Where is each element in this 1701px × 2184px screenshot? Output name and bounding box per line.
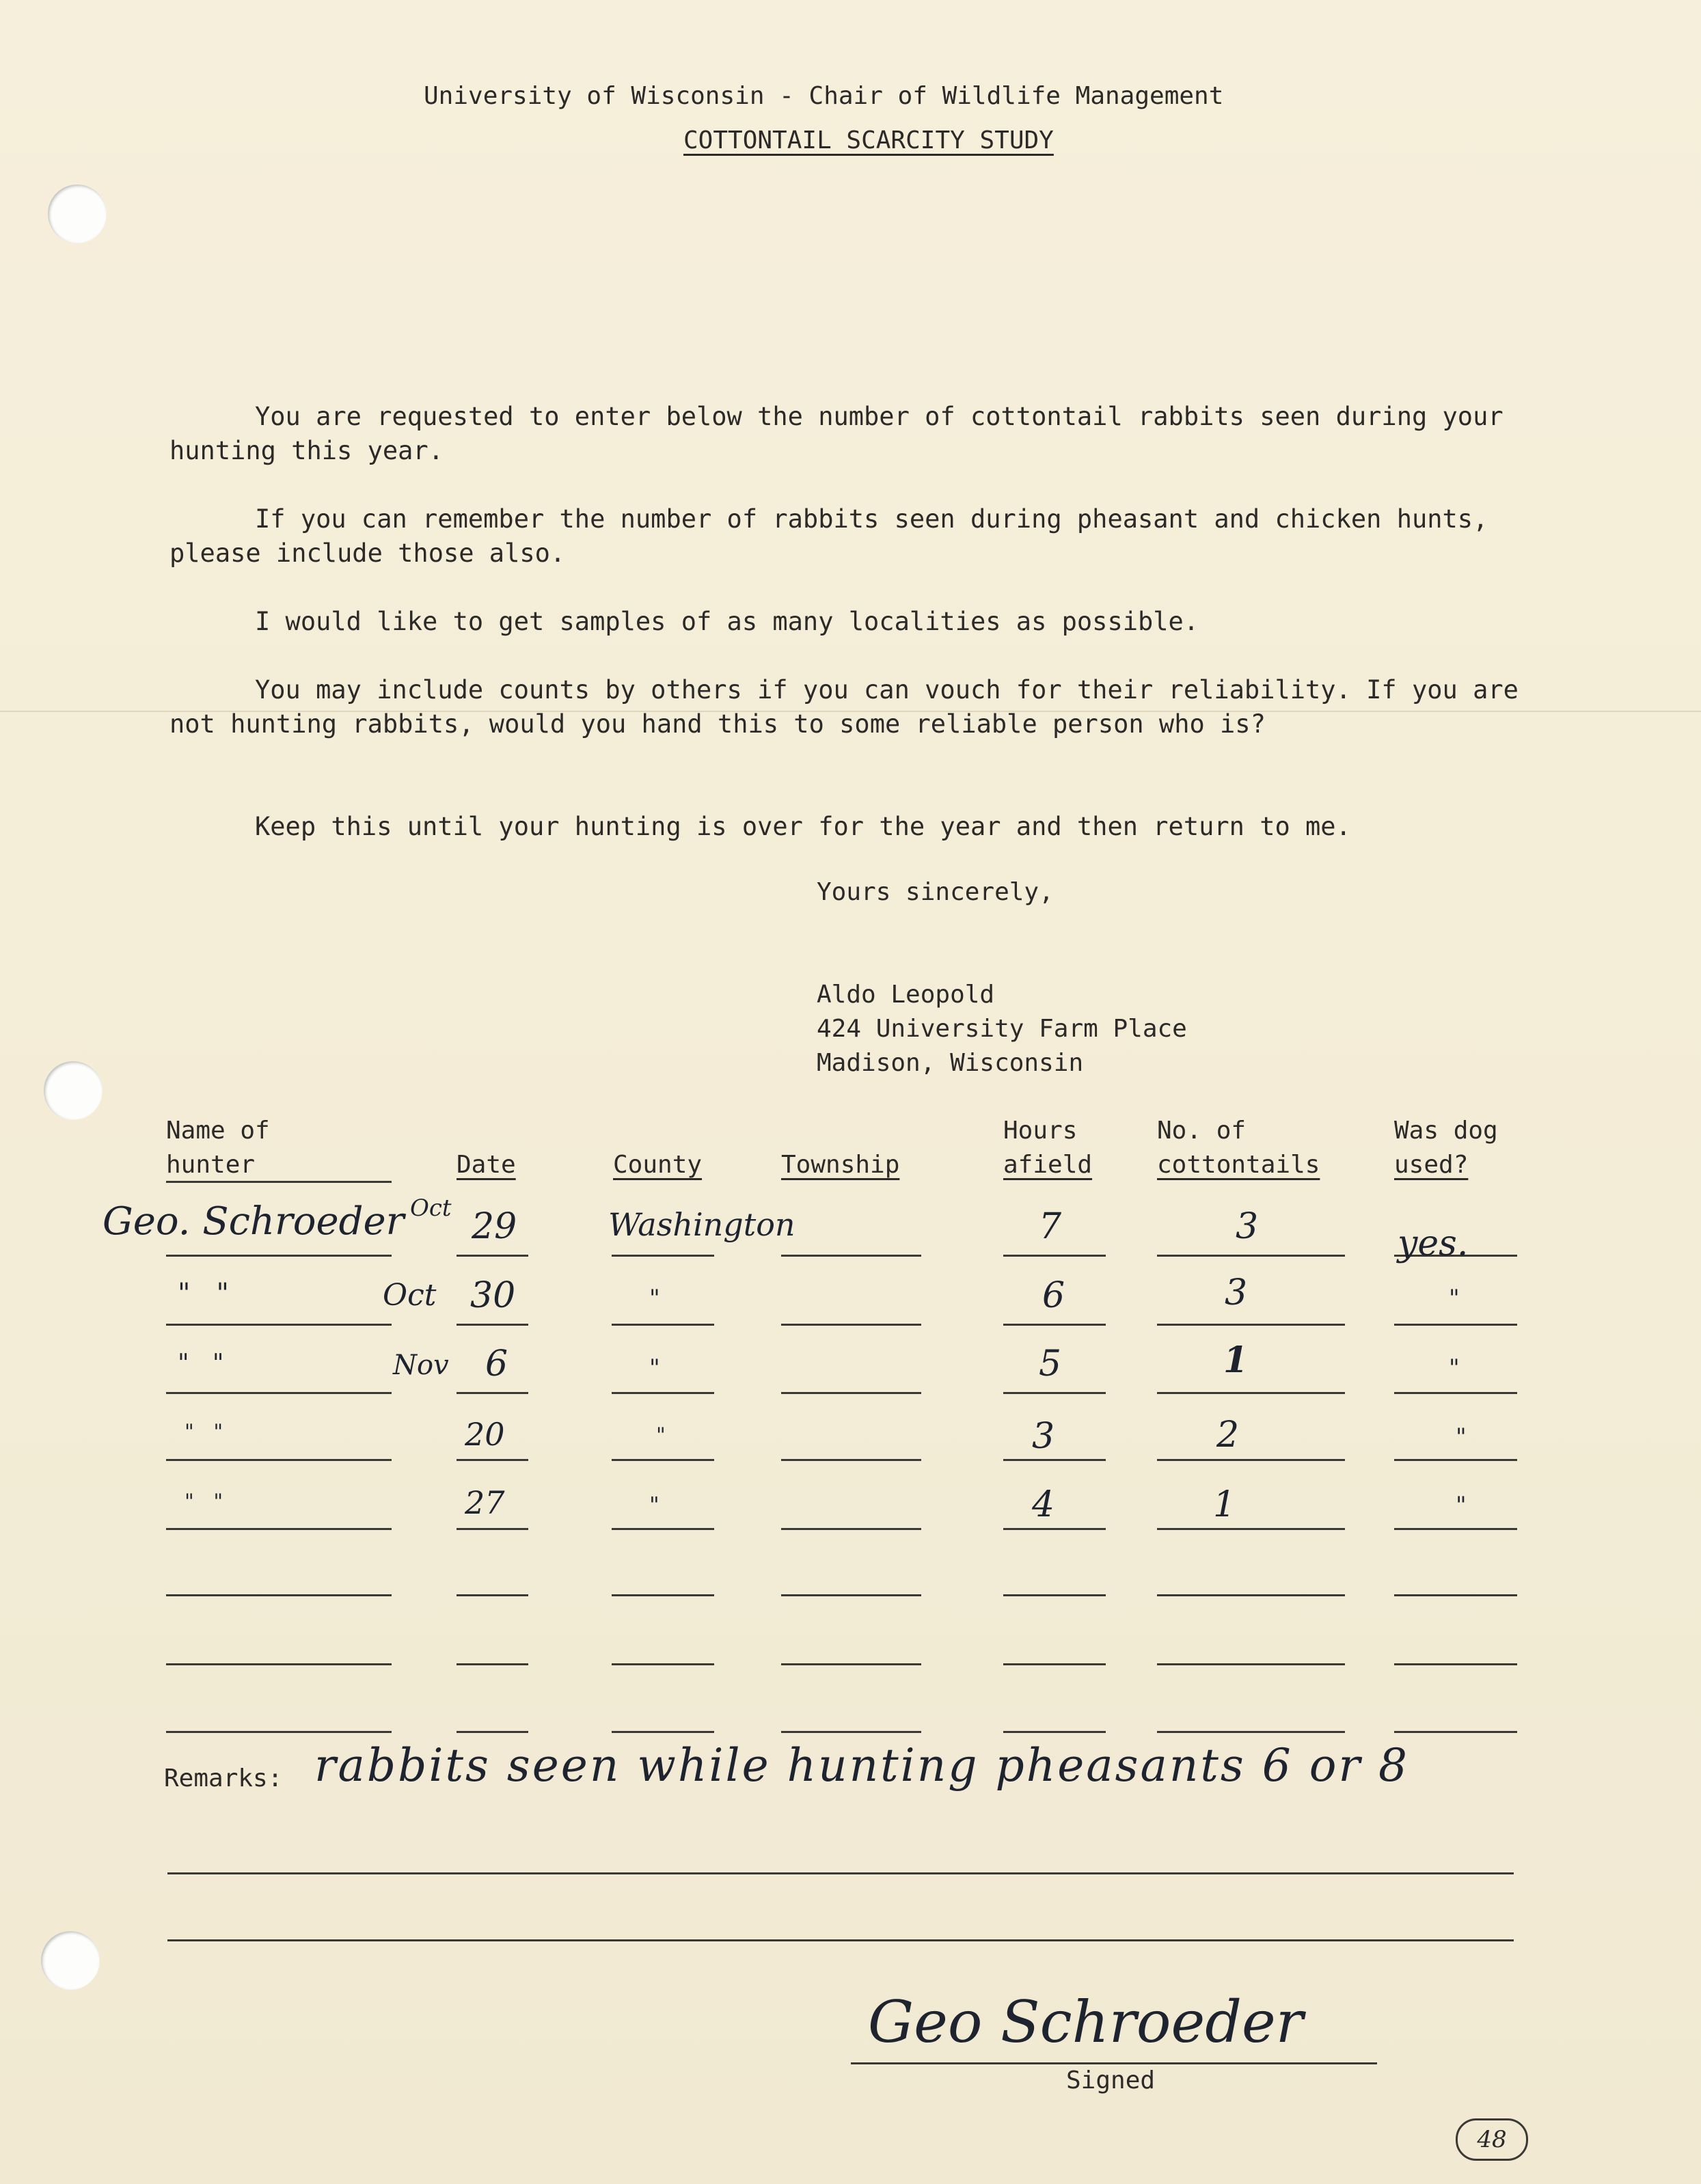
row-rule bbox=[1394, 1459, 1517, 1461]
header-date: Date bbox=[457, 1151, 516, 1179]
row-dog: yes. bbox=[1398, 1223, 1469, 1264]
header-dog-line2: used? bbox=[1394, 1151, 1469, 1179]
row-rule bbox=[1003, 1392, 1106, 1394]
signer-city: Madison, Wisconsin bbox=[817, 1049, 1084, 1077]
row-rule bbox=[781, 1663, 921, 1665]
row-cottontails: 3 bbox=[1236, 1206, 1259, 1247]
header-cottontails-line1: No. of bbox=[1157, 1117, 1247, 1145]
row-rule bbox=[781, 1594, 921, 1596]
row-name: " " bbox=[178, 1350, 224, 1378]
row-rule bbox=[166, 1459, 392, 1461]
row-county: " bbox=[649, 1285, 660, 1312]
row-rule bbox=[1157, 1731, 1345, 1733]
row-name: " " bbox=[185, 1490, 223, 1514]
row-rule bbox=[166, 1731, 392, 1733]
header-name-line1: Name of bbox=[166, 1117, 270, 1145]
row-rule bbox=[612, 1528, 714, 1530]
punch-hole bbox=[44, 1061, 103, 1120]
row-rule bbox=[166, 1255, 392, 1257]
header-name-line2: hunter bbox=[166, 1151, 256, 1179]
closing: Yours sincerely, bbox=[817, 878, 1054, 906]
row-rule bbox=[781, 1731, 921, 1733]
row-month: Oct bbox=[410, 1195, 452, 1222]
row-hours: 4 bbox=[1032, 1484, 1055, 1525]
row-hours: 6 bbox=[1042, 1275, 1065, 1316]
row-date: 27 bbox=[465, 1484, 505, 1521]
row-cottontails: 1 bbox=[1223, 1339, 1249, 1381]
punch-hole bbox=[48, 185, 107, 243]
remarks-line bbox=[167, 1872, 1514, 1874]
header-cottontails-line2: cottontails bbox=[1157, 1151, 1320, 1179]
row-rule bbox=[781, 1528, 921, 1530]
header-hours-line2: afield bbox=[1003, 1151, 1093, 1179]
letter-paragraph: You may include counts by others if you can vouch for their reliability. If you are not hunting rabbits, would you hand this to some reliable person who is? bbox=[169, 675, 1519, 739]
signer-name: Aldo Leopold bbox=[817, 981, 995, 1009]
row-date: 29 bbox=[472, 1206, 517, 1247]
row-rule bbox=[1394, 1663, 1517, 1665]
institution-title: University of Wisconsin - Chair of Wildlife Management bbox=[424, 82, 1224, 110]
row-rule bbox=[1394, 1324, 1517, 1326]
row-dog: " bbox=[1456, 1423, 1467, 1451]
row-month: Nov bbox=[393, 1350, 449, 1381]
signer-address: 424 University Farm Place bbox=[817, 1015, 1187, 1043]
row-rule bbox=[457, 1731, 528, 1733]
row-rule bbox=[457, 1594, 528, 1596]
row-rule bbox=[457, 1459, 528, 1461]
row-rule bbox=[1003, 1594, 1106, 1596]
row-date: 6 bbox=[485, 1343, 508, 1384]
remarks-text: rabbits seen while hunting pheasants 6 or 8 bbox=[314, 1739, 1409, 1792]
row-rule bbox=[1394, 1594, 1517, 1596]
row-rule bbox=[1394, 1528, 1517, 1530]
row-rule bbox=[1394, 1731, 1517, 1733]
row-rule bbox=[457, 1255, 528, 1257]
row-rule bbox=[1157, 1663, 1345, 1665]
letter-paragraph: Keep this until your hunting is over for the year and then return to me. bbox=[255, 812, 1351, 841]
row-dog: " bbox=[1456, 1492, 1467, 1519]
row-rule bbox=[166, 1324, 392, 1326]
handwritten-signature: Geo Schroeder bbox=[868, 1989, 1303, 2056]
row-rule bbox=[781, 1255, 921, 1257]
row-rule bbox=[1003, 1324, 1106, 1326]
row-date: 30 bbox=[470, 1275, 516, 1316]
row-cottontails: 2 bbox=[1216, 1415, 1240, 1456]
row-rule bbox=[1003, 1663, 1106, 1665]
row-county: " bbox=[649, 1492, 659, 1518]
row-name: " " bbox=[185, 1420, 223, 1444]
row-rule bbox=[1003, 1459, 1106, 1461]
row-rule bbox=[166, 1663, 392, 1665]
row-rule bbox=[612, 1324, 714, 1326]
letter-paragraph: You are requested to enter below the number of cottontail rabbits seen during your hunting this year. bbox=[169, 402, 1503, 465]
row-rule bbox=[457, 1392, 528, 1394]
row-rule bbox=[1157, 1459, 1345, 1461]
row-month: Oct bbox=[383, 1278, 437, 1313]
row-rule bbox=[457, 1663, 528, 1665]
row-rule bbox=[612, 1459, 714, 1461]
row-rule bbox=[1157, 1255, 1345, 1257]
row-rule bbox=[457, 1324, 528, 1326]
row-county: Washington bbox=[608, 1206, 795, 1243]
row-rule bbox=[166, 1594, 392, 1596]
header-dog-line1: Was dog bbox=[1394, 1117, 1498, 1145]
study-title: COTTONTAIL SCARCITY STUDY bbox=[683, 126, 1054, 154]
row-rule bbox=[1003, 1255, 1106, 1257]
row-rule bbox=[1003, 1528, 1106, 1530]
row-hours: 5 bbox=[1039, 1343, 1062, 1384]
letter-paragraph: I would like to get samples of as many localities as possible. bbox=[255, 607, 1199, 636]
row-rule bbox=[1003, 1731, 1106, 1733]
remarks-label: Remarks: bbox=[164, 1764, 283, 1792]
row-rule bbox=[1394, 1392, 1517, 1394]
row-county: " bbox=[656, 1423, 666, 1447]
row-rule bbox=[166, 1528, 392, 1530]
header-county: County bbox=[613, 1151, 703, 1179]
row-rule bbox=[166, 1392, 392, 1394]
row-rule bbox=[781, 1392, 921, 1394]
row-name: " " bbox=[178, 1278, 229, 1309]
row-rule bbox=[612, 1392, 714, 1394]
row-date: 20 bbox=[465, 1416, 505, 1453]
row-rule bbox=[1157, 1392, 1345, 1394]
row-rule bbox=[1157, 1594, 1345, 1596]
row-hours: 7 bbox=[1039, 1206, 1062, 1247]
row-rule bbox=[1157, 1528, 1345, 1530]
punch-hole bbox=[41, 1931, 100, 1990]
row-cottontails: 1 bbox=[1213, 1484, 1236, 1525]
header-hours-line1: Hours bbox=[1003, 1117, 1078, 1145]
row-cottontails: 3 bbox=[1225, 1272, 1248, 1313]
row-dog: " bbox=[1449, 1285, 1460, 1312]
row-rule bbox=[457, 1528, 528, 1530]
row-rule bbox=[612, 1594, 714, 1596]
header-underline bbox=[166, 1181, 392, 1183]
signed-label: Signed bbox=[1066, 2066, 1156, 2094]
remarks-line bbox=[167, 1939, 1514, 1941]
letter-paragraph: If you can remember the number of rabbits seen during pheasant and chicken hunts, please include those also. bbox=[169, 504, 1488, 568]
page-number: 48 bbox=[1456, 2118, 1528, 2161]
row-rule bbox=[781, 1459, 921, 1461]
row-hours: 3 bbox=[1032, 1416, 1055, 1457]
row-dog: " bbox=[1449, 1354, 1460, 1382]
row-rule bbox=[781, 1324, 921, 1326]
row-name: Geo. Schroeder bbox=[103, 1199, 405, 1244]
row-rule bbox=[612, 1255, 714, 1257]
signature-line bbox=[851, 2062, 1377, 2064]
row-county: " bbox=[649, 1354, 660, 1382]
row-rule bbox=[612, 1731, 714, 1733]
row-rule bbox=[612, 1663, 714, 1665]
header-township: Township bbox=[781, 1151, 900, 1179]
row-rule bbox=[1157, 1324, 1345, 1326]
